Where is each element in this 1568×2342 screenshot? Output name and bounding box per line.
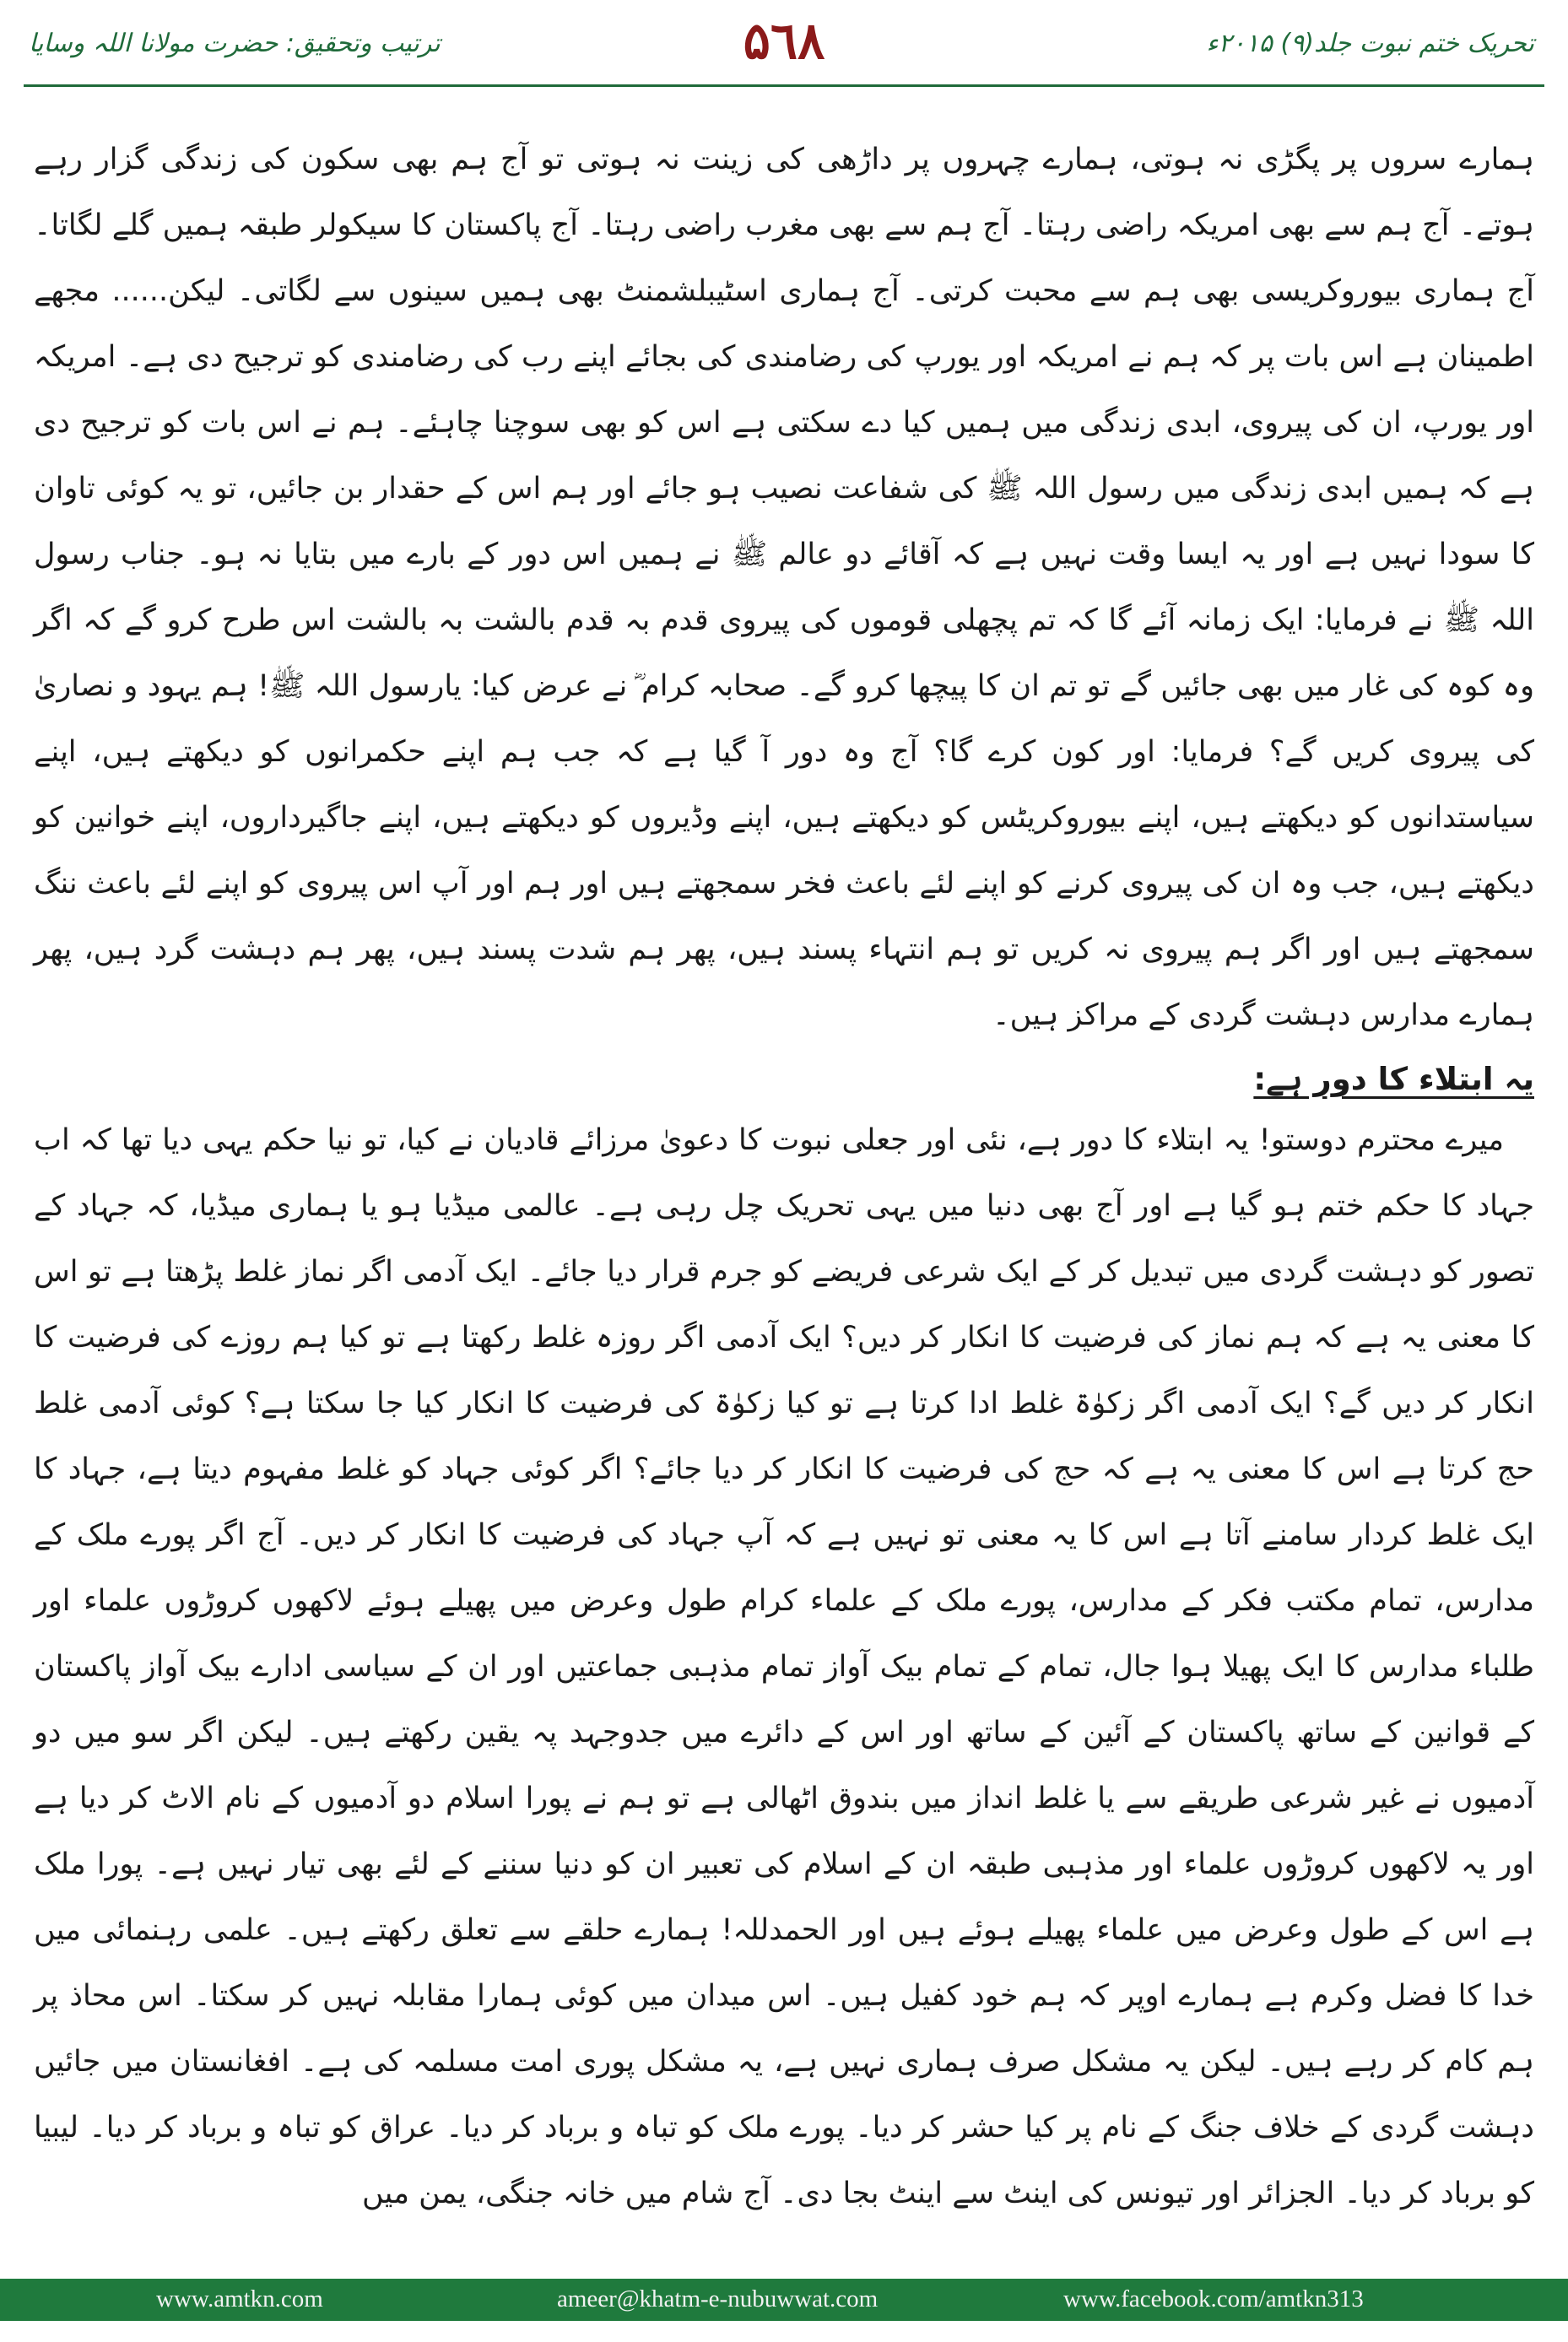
page-body xyxy=(34,127,1534,2226)
page-header xyxy=(0,0,1568,93)
facebook-link[interactable]: www.facebook.com/amtkn313 xyxy=(1063,2285,1364,2312)
compiler-credit: ترتیب وتحقیق: حضرت مولانا اللہ وسایا xyxy=(29,29,441,58)
page-number: ۵٦۸ xyxy=(743,12,825,71)
paragraph-1: ہمارے سروں پر پگڑی نہ ہوتی، ہمارے چہروں پر داڑھی کی زینت نہ ہوتی تو آج ہم بھی سکون کی زندگی گزار رہے ہوتے۔ آج ہم سے بھی امریکہ راضی رہتا۔ آج ہم سے بھی مغرب راضی رہتا۔ آج پاکستان کا سیکولر طبقہ ہمیں گلے لگاتا۔ آج ہماری بیوروکریسی بھی ہم سے محبت کرتی۔ آج ہماری اسٹیبلشمنٹ بھی ہمیں سینوں سے لگاتی۔ لیکن...... مجھے اطمینان ہے اس بات پر کہ ہم نے امریکہ اور یورپ کی رضامندی کی بجائے اپنے رب کی رضامندی کو ترجیح دی ہے۔ امریکہ اور یورپ، ان کی پیروی، ابدی زندگی میں ہمیں کیا دے سکتی ہے اس کو بھی سوچنا چاہئے۔ ہم نے اس بات کو ترجیح دی ہے کہ ہمیں ابدی زندگی میں رسول اللہ ﷺ کی شفاعت نصیب ہو جائے اور ہم اس کے حقدار بن جائیں، تو یہ کوئی تاوان کا سودا نہیں ہے اور یہ ایسا وقت نہیں ہے کہ آقائے دو عالم ﷺ نے ہمیں اس دور کے بارے میں بتایا نہ ہو۔ جناب رسول اللہ ﷺ نے فرمایا: ایک زمانہ آئے گا کہ تم پچھلی قوموں کی پیروی قدم بہ قدم بالشت بہ بالشت اس طرح کرو گے کہ اگر وہ کوہ کی غار میں بھی جائیں گے تو تم ان کا پیچھا کرو گے۔ صحابہ کرام ؓ نے عرض کیا: یارسول اللہ ﷺ! ہم یہود و نصاریٰ کی پیروی کریں گے؟ فرمایا: اور کون کرے گا؟ آج وہ دور آ گیا ہے کہ جب ہم اپنے حکمرانوں کو دیکھتے ہیں، اپنے سیاستدانوں کو دیکھتے ہیں، اپنے بیوروکریٹس کو دیکھتے ہیں، اپنے وڈیروں کو دیکھتے ہیں، اپنے جاگیرداروں، اپنے خوانین کو دیکھتے ہیں، جب وہ ان کی پیروی کرنے کو اپنے لئے باعث فخر سمجھتے ہیں اور ہم اور آپ اس پیروی کو اپنے لئے باعث ننگ سمجھتے ہیں اور اگر ہم پیروی نہ کریں تو ہم انتہاء پسند ہیں، پھر ہم شدت پسند ہیں، پھر ہم دہشت گرد ہیں، پھر ہمارے مدارس دہشت گردی کے مراکز ہیں۔ xyxy=(34,143,1534,1032)
email-link[interactable]: ameer@khatm-e-nubuwwat.com xyxy=(557,2285,879,2312)
website-link[interactable]: www.amtkn.com xyxy=(156,2285,323,2312)
section-heading: یہ ابتلاء کا دور ہے: xyxy=(1253,1061,1534,1097)
page-footer xyxy=(0,2279,1568,2321)
header-divider xyxy=(24,84,1544,87)
book-title: تحریک ختم نبوت جلد(۹) ۲۰۱۵ء xyxy=(1206,29,1534,58)
paragraph-2: میرے محترم دوستو! یہ ابتلاء کا دور ہے، نئی اور جعلی نبوت کا دعویٰ مرزائے قادیان نے کیا، تو نیا حکم یہی دیا تھا کہ اب جہاد کا حکم ختم ہو گیا ہے اور آج بھی دنیا میں یہی تحریک چل رہی ہے۔ عالمی میڈیا ہو یا ہماری میڈیا، کہ جہاد کے تصور کو دہشت گردی میں تبدیل کر کے ایک شرعی فریضے کو جرم قرار دیا جائے۔ ایک آدمی اگر نماز غلط پڑھتا ہے تو اس کا معنی یہ ہے کہ ہم نماز کی فرضیت کا انکار کر دیں؟ ایک آدمی اگر روزہ غلط رکھتا ہے تو کیا ہم روزے کی فرضیت کا انکار کر دیں گے؟ ایک آدمی اگر زکوٰۃ غلط ادا کرتا ہے تو کیا زکوٰۃ کی فرضیت کا انکار کیا جا سکتا ہے؟ کوئی آدمی غلط حج کرتا ہے اس کا معنی یہ ہے کہ حج کی فرضیت کا انکار کر دیا جائے؟ اگر کوئی جہاد کو غلط مفہوم دیتا ہے، جہاد کا ایک غلط کردار سامنے آتا ہے اس کا یہ معنی تو نہیں ہے کہ آپ جہاد کی فرضیت کا انکار کر دیں۔ آج اگر پورے ملک کے مدارس، تمام مکتب فکر کے مدارس، پورے ملک کے علماء کرام طول وعرض میں پھیلے ہوئے لاکھوں کروڑوں علماء اور طلباء مدارس کا ایک پھیلا ہوا جال، تمام کے تمام بیک آواز تمام مذہبی جماعتیں اور ان کے سیاسی ادارے بیک آواز پاکستان کے قوانین کے ساتھ پاکستان کے آئین کے ساتھ اور اس کے دائرے میں جدوجہد پہ یقین رکھتے ہیں۔ لیکن اگر سو میں دو آدمیوں نے غیر شرعی طریقے سے یا غلط انداز میں بندوق اٹھالی ہے تو ہم نے پورا اسلام دو آدمیوں کے نام الاٹ کر دیا ہے اور یہ لاکھوں کروڑوں علماء اور مذہبی طبقہ ان کے اسلام کی تعبیر ان کو دنیا سننے کے لئے بھی تیار نہیں ہے۔ پورا ملک ہے اس کے طول وعرض میں علماء پھیلے ہوئے ہیں اور الحمدللہ! ہمارے حلقے سے تعلق رکھتے ہیں۔ علمی رہنمائی میں خدا کا فضل وکرم ہے ہمارے اوپر کہ ہم خود کفیل ہیں۔ اس میدان میں کوئی ہمارا مقابلہ نہیں کر سکتا۔ اس محاذ پر ہم کام کر رہے ہیں۔ لیکن یہ مشکل صرف ہماری نہیں ہے، یہ مشکل پوری امت مسلمہ کی ہے۔ افغانستان میں جائیں دہشت گردی کے خلاف جنگ کے نام پر کیا حشر کر دیا۔ پورے ملک کو تباہ و برباد کر دیا۔ عراق کو تباہ و برباد کر دیا۔ لیبیا کو برباد کر دیا۔ الجزائر اور تیونس کی اینٹ سے اینٹ بجا دی۔ آج شام میں خانہ جنگی، یمن میں xyxy=(34,1123,1535,2210)
